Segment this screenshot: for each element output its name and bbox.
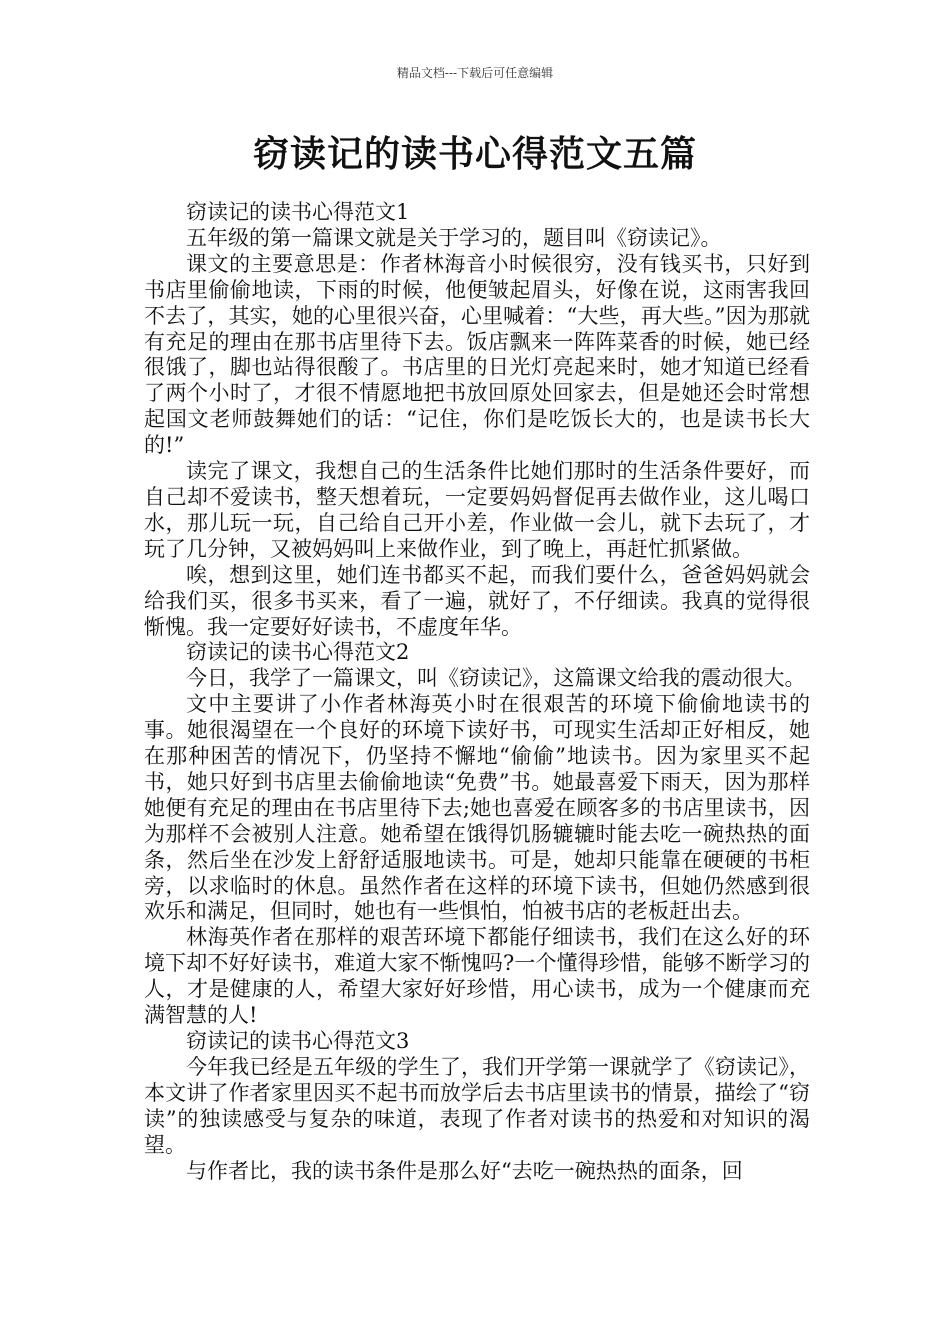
body-paragraph: 今日，我学了一篇课文，叫《窃读记》，这篇课文给我的震动很大。	[186, 666, 806, 691]
body-paragraph: 唉，想到这里，她们连书都买不起，而我们要什么，爸爸妈妈就会给我们买，很多书买来，看了一遍，就好了，不仔细读。我真的觉得很惭愧。我一定要好好读书，不虚度年华。	[144, 562, 810, 639]
body-paragraph: 林海英作者在那样的艰苦环境下都能仔细读书，我们在这么好的环境下却不好好读书，难道大家不惭愧吗?一个懂得珍惜，能够不断学习的人，才是健康的人，希望大家好好珍惜，用心读书，成为一个健康而充满智慧的人!	[144, 925, 810, 1028]
section-heading-2: 窃读记的读书心得范文2	[186, 640, 410, 665]
page-header-note: 精品文档---下载后可任意编辑	[396, 66, 554, 80]
document-body	[144, 200, 810, 1184]
body-paragraph: 读完了课文，我想自己的生活条件比她们那时的生活条件要好，而自己却不爱读书，整天想着玩，一定要妈妈督促再去做作业，这儿喝口水，那儿玩一玩，自己给自己开小差，作业做一会儿，就下去玩了，才玩了几分钟，又被妈妈叫上来做作业，到了晚上，再赶忙抓紧做。	[144, 459, 810, 561]
section-heading-1: 窃读记的读书心得范文1	[186, 200, 410, 224]
document-title: 窃读记的读书心得范文五篇	[252, 133, 697, 175]
body-paragraph: 课文的主要意思是：作者林海音小时候很穷，没有钱买书，只好到书店里偷偷地读，下雨的时候，他便皱起眉头，好像在说，这雨害我回不去了，其实，她的心里很兴奋，心里喊着：“大些，再大些。”因为那就有充足的理由在那书店里待下去。饭店飘来一阵阵菜香的时候，她已经很饿了，脚也站得很酸了。书店里的日光灯亮起来时，她才知道已经看了两个小时了，才很不情愿地把书放回原处回家去，但是她还会时常想起国文老师鼓舞她们的话：“记住，你们是吃饭长大的，也是读书长大的!”	[144, 251, 810, 458]
body-paragraph: 文中主要讲了小作者林海英小时在很艰苦的环境下偷偷地读书的事。她很渴望在一个良好的环境下读好书，可现实生活却正好相反，她在那种困苦的情况下，仍坚持不懈地“偷偷”地读书。因为家里买不起书，她只好到书店里去偷偷地读“免费”书。她最喜爱下雨天，因为那样她便有充足的理由在书店里待下去;她也喜爱在顾客多的书店里读书，因为那样不会被别人注意。她希望在饿得饥肠辘辘时能去吃一碗热热的面条，然后坐在沙发上舒舒适服地读书。可是，她却只能靠在硬硬的书柜旁，以求临时的休息。虽然作者在这样的环境下读书，但她仍然感到很欢乐和满足，但同时，她也有一些惧怕，怕被书店的老板赶出去。	[144, 692, 810, 924]
body-paragraph: 与作者比，我的读书条件是那么好“去吃一碗热热的面条，回	[186, 1158, 743, 1183]
body-paragraph: 五年级的第一篇课文就是关于学习的，题目叫《窃读记》。	[186, 225, 722, 250]
body-paragraph: 今年我已经是五年级的学生了，我们开学第一课就学了《窃读记》，本文讲了作者家里因买不起书而放学后去书店里读书的情景，描绘了“窃读”的独读感受与复杂的味道，表现了作者对读书的热爱和对知识的渴望。	[144, 1054, 810, 1157]
section-heading-3: 窃读记的读书心得范文3	[186, 1029, 410, 1053]
